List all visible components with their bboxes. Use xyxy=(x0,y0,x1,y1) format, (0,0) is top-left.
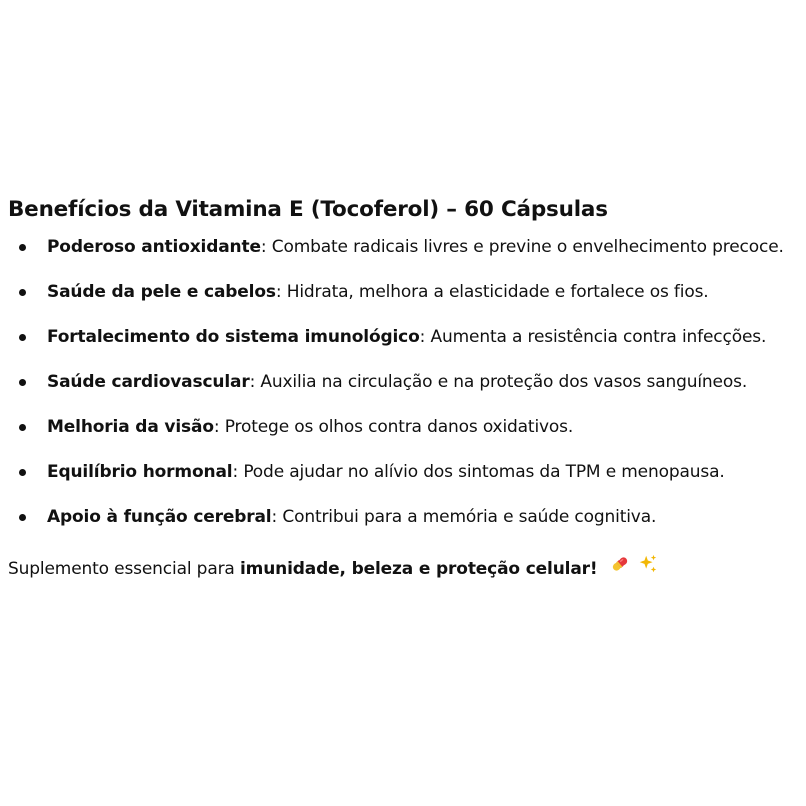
benefit-title: Saúde cardiovascular xyxy=(47,372,250,392)
benefit-title: Melhoria da visão xyxy=(47,417,214,437)
bullet-icon xyxy=(19,244,26,251)
benefit-text: Pode ajudar no alívio dos sintomas da TPM e menopausa. xyxy=(243,462,725,482)
benefit-text: Aumenta a resistência contra infecções. xyxy=(430,327,767,347)
bullet-icon xyxy=(19,469,26,476)
list-item xyxy=(8,232,803,277)
benefit-text: Combate radicais livres e previne o envelhecimento precoce. xyxy=(271,237,784,257)
benefit-separator: : xyxy=(249,372,261,392)
benefits-list xyxy=(8,232,803,547)
benefit-separator: : xyxy=(232,462,244,482)
benefit-text: Hidrata, melhora a elasticidade e fortalece os fios. xyxy=(286,282,709,302)
bullet-icon xyxy=(19,379,26,386)
benefit-text: Protege os olhos contra danos oxidativos. xyxy=(224,417,574,437)
benefit-separator: : xyxy=(260,237,272,257)
benefit-title: Equilíbrio hormonal xyxy=(47,462,233,482)
bullet-icon xyxy=(19,289,26,296)
benefit-title: Saúde da pele e cabelos xyxy=(47,282,276,302)
bullet-icon xyxy=(19,514,26,521)
benefit-title: Poderoso antioxidante xyxy=(47,237,261,257)
summary-text xyxy=(8,553,803,585)
list-item xyxy=(8,277,803,322)
list-item xyxy=(8,367,803,412)
document-content xyxy=(8,196,803,585)
benefit-title: Fortalecimento do sistema imunológico xyxy=(47,327,420,347)
pill-icon xyxy=(609,553,631,585)
bullet-icon xyxy=(19,334,26,341)
sparkles-icon xyxy=(637,553,659,585)
page-title: Benefícios da Vitamina E (Tocoferol) – 60 Cápsulas xyxy=(8,197,608,222)
list-item xyxy=(8,457,803,502)
benefit-separator: : xyxy=(213,417,225,437)
summary-emphasis: imunidade, beleza e proteção celular! xyxy=(239,559,598,579)
list-item xyxy=(8,502,803,547)
benefit-separator: : xyxy=(275,282,287,302)
benefit-text: Contribui para a memória e saúde cognitiva. xyxy=(282,507,657,527)
bullet-icon xyxy=(19,424,26,431)
benefit-separator: : xyxy=(419,327,431,347)
summary-prefix: Suplemento essencial para xyxy=(8,559,240,579)
benefit-title: Apoio à função cerebral xyxy=(47,507,272,527)
benefit-separator: : xyxy=(271,507,283,527)
list-item xyxy=(8,322,803,367)
benefit-text: Auxilia na circulação e na proteção dos vasos sanguíneos. xyxy=(260,372,748,392)
list-item xyxy=(8,412,803,457)
